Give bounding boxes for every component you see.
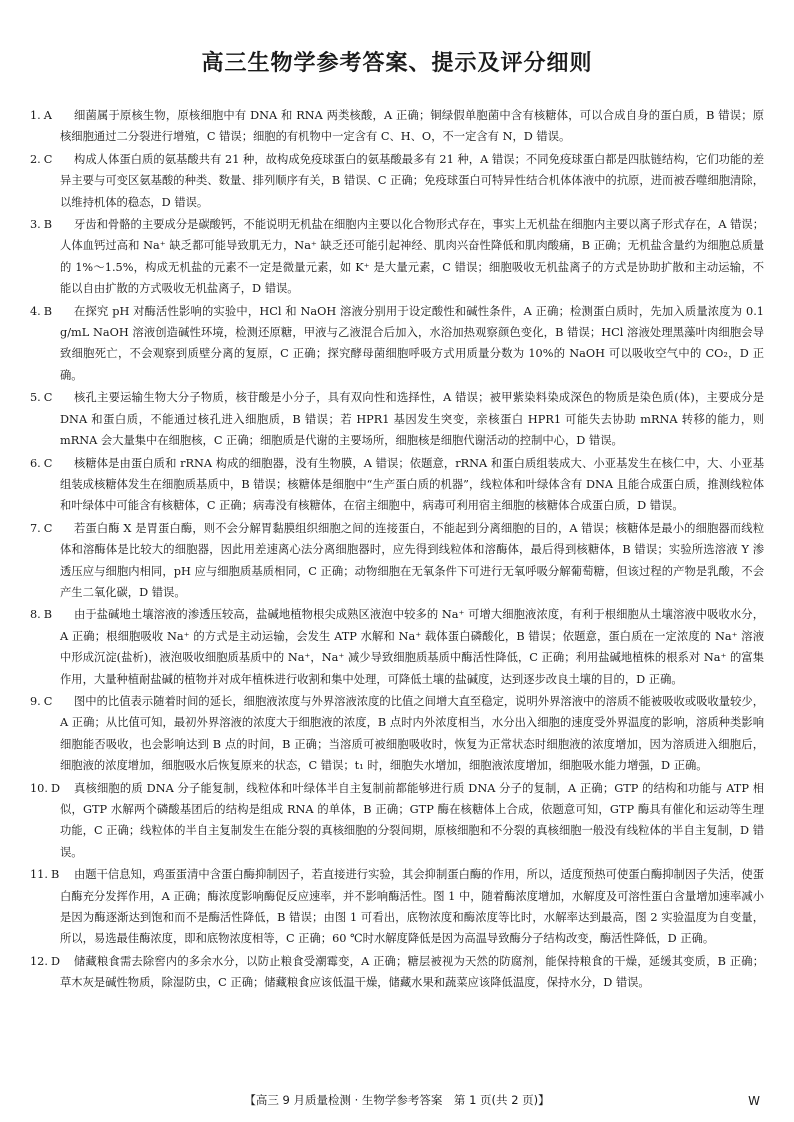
answer-letter: C: [43, 694, 53, 708]
question-number: 11.: [30, 868, 48, 882]
answer-number: [30, 301, 52, 322]
explanation-text: 由于盐碱地土壤溶液的渗透压较高，盐碱地植物根尖成熟区液泡中较多的 Na⁺ 可增大细胞液浓度，有利于根细胞从土壤溶液中吸收水分，A 正确；根细胞吸收 Na⁺ 的方式是主动运输，会发生 ATP 水解和 Na⁺ 载体蛋白磷酸化，B 错误；依题意，蛋白质在一定浓度的 Na⁺ 溶液中形成沉淀(盐析)，液泡吸收细胞质基质中的 Na⁺，Na⁺ 减少导致细胞质基质中酶活性降低，C 正确；利用盐碱地植株的根系对 Na⁺ 的富集作用，大量种植耐盐碱的植物并对成年植株进行收割和集中处理，可降低土壤的盐碱度，达到逐步改良土壤的目的，D 正确。: [60, 608, 764, 686]
answer-number: [30, 778, 60, 799]
answer-number: [30, 214, 52, 235]
answer-list: [30, 105, 764, 994]
explanation-text: 核孔主要运输生物大分子物质，核苷酸是小分子，具有双向性和选择性，A 错误；被甲紫染料染成深色的物质是染色质(体)，主要成分是 DNA 和蛋白质，不能通过核孔进入细胞质，B 错误；若 HPR1 基因发生突变，亲核蛋白 HPR1 可能失去协助 mRNA 转移的能力，则 mRNA 会大量集中在细胞核，C 正确；细胞质是代谢的主要场所，细胞核是细胞代谢活动的控制中心，D 错误。: [60, 391, 764, 448]
answer-letter: C: [43, 391, 53, 405]
explanation-text: 核糖体是由蛋白质和 rRNA 构成的细胞器，没有生物膜，A 错误；依题意，rRNA 和蛋白质组装成大、小亚基发生在核仁中，大、小亚基组装成核糖体发生在细胞质基质中，B 错误；核糖体是细胞中“生产蛋白质的机器”，线粒体和叶绿体含有 DNA 且能合成蛋白质，推测线粒体和叶绿体中可能含有核糖体，C 正确；病毒没有核糖体，在宿主细胞中，病毒可利用宿主细胞的核糖体合成蛋白质，D 错误。: [60, 456, 764, 513]
question-number: 5.: [30, 391, 41, 405]
answer-letter: C: [43, 521, 53, 535]
answer-item: [30, 453, 764, 517]
answer-item: [30, 951, 764, 994]
explanation-text: 牙齿和骨骼的主要成分是碳酸钙，不能说明无机盐在细胞内主要以化合物形式存在，事实上无机盐在细胞内主要以离子形式存在，A 错误；人体血钙过高和 Na⁺ 缺乏都可能导致肌无力，Na⁺ 缺乏还可能引起神经、肌肉兴奋性降低和肌肉酸痛，B 正确；无机盐含量约为细胞总质量的 1%～1.5%，构成无机盐的元素不一定是微量元素，如 K⁺ 是大量元素，C 错误；细胞吸收无机盐离子的方式是协助扩散和主动运输，不能以自由扩散的方式吸收无机盐离子，D 错误。: [60, 218, 764, 296]
answer-item: [30, 691, 764, 777]
explanation-text: 由题干信息知，鸡蛋蛋清中含蛋白酶抑制因子，若直接进行实验，其会抑制蛋白酶的作用，所以，适度预热可使蛋白酶抑制因子失活，使蛋白酶充分发挥作用，A 正确；酶浓度影响酶促反应速率，并不影响酶活性。图 1 中，随着酶浓度增加，水解度及可溶性蛋白含量增加速率减小是因为酶逐渐达到饱和而不是酶活性降低，B 错误；由图 1 可看出，底物浓度和酶浓度等比时，水解率达到最高，图 2 实验温度为自变量，所以，易选最佳酶浓度，即和底物浓度相等，C 正确；60 ℃时水解度降低是因为高温导致酶分子结构改变，酶活性降低，D 正确。: [60, 868, 764, 946]
explanation-text: 在探究 pH 对酶活性影响的实验中，HCl 和 NaOH 溶液分别用于设定酸性和碱性条件，A 正确；检测蛋白质时，先加入质量浓度为 0.1 g/mL NaOH 溶液创造碱性环境，检测还原糖，甲液与乙液混合后加入，水浴加热观察颜色变化，B 错误；HCl 溶液处理黑藻叶肉细胞会导致细胞死亡，不会观察到质壁分离的复原，C 正确；探究酵母菌细胞呼吸方式用质量分数为 10%的 NaOH 可以吸收空气中的 CO₂，D 正确。: [60, 304, 764, 382]
question-number: 2.: [30, 152, 41, 166]
question-number: 4.: [30, 304, 41, 318]
answer-number: [30, 951, 60, 972]
answer-letter: B: [43, 218, 53, 232]
answer-letter: D: [50, 781, 61, 795]
answer-letter: B: [43, 608, 53, 622]
answer-number: [30, 864, 59, 885]
question-number: 8.: [30, 608, 41, 622]
question-number: 6.: [30, 456, 41, 470]
answer-number: [30, 691, 52, 712]
answer-number: [30, 149, 52, 170]
answer-letter: A: [43, 109, 52, 122]
answer-item: [30, 149, 764, 213]
answer-item: [30, 778, 764, 864]
question-number: 12.: [30, 954, 48, 968]
explanation-text: 若蛋白酶 X 是胃蛋白酶，则不会分解胃黏膜组织细胞之间的连接蛋白，不能起到分离细胞的目的，A 错误；核糖体是最小的细胞器而线粒体和溶酶体是比较大的细胞器，因此用差速离心法分离细胞器时，应先得到线粒体和溶酶体，最后得到核糖体，B 错误；实验所选溶液 Y 渗透压应与细胞内相同，pH 应与细胞质基质相同，C 正确；动物细胞在无氧条件下可进行无氧呼吸分解葡萄糖，但该过程的产物是乳酸，不会产生二氧化碳，D 错误。: [60, 521, 764, 599]
answer-letter: C: [43, 152, 53, 166]
question-number: 9.: [30, 694, 41, 708]
explanation-text: 图中的比值表示随着时间的延长，细胞液浓度与外界溶液浓度的比值之间增大直至稳定，说明外界溶液中的溶质不能被吸收或吸收量较少，A 正确；从比值可知，最初外界溶液的浓度大于细胞液的浓度，B 点时内外浓度相当，水分出入细胞的速度受外界温度的影响，溶质种类影响细胞能否吸收，也会影响达到 B 点的时间，B 正确；当溶质可被细胞吸收时，恢复为正常状态时细胞液的浓度增加，因为溶质进入细胞后，细胞液的浓度增加，细胞吸水后恢复原来的状态，C 错误；t₁ 时，细胞失水增加，细胞液浓度增加，细胞吸水能力增强，D 正确。: [60, 694, 764, 773]
answer-number: [30, 105, 52, 126]
explanation-text: 构成人体蛋白质的氨基酸共有 21 种，故构成免疫球蛋白的氨基酸最多有 21 种，A 错误；不同免疫球蛋白都是四肽链结构，它们功能的差异主要与可变区氨基酸的种类、数量、排列顺序有关，B 错误、C 正确；免疫球蛋白可特异性结合机体体液中的抗原，进而被吞噬细胞清除，以维持机体的稳态，D 错误。: [60, 152, 764, 209]
question-number: 1.: [30, 109, 41, 122]
answer-letter: B: [50, 868, 60, 882]
answer-letter: C: [43, 456, 53, 470]
answer-letter: D: [50, 954, 61, 968]
answer-letter: B: [43, 304, 53, 318]
answer-item: [30, 604, 764, 690]
question-number: 7.: [30, 521, 41, 535]
explanation-text: 真核细胞的质 DNA 分子能复制，线粒体和叶绿体半自主复制前都能够进行质 DNA 分子的复制，A 正确；GTP 的结构和功能与 ATP 相似，GTP 水解两个磷酸基团后的结构是组成 RNA 的单体，B 正确；GTP 酶在核糖体上合成，依题意可知，GTP 酶具有催化和运动等生理功能，C 正确；线粒体的半自主复制发生在能分裂的真核细胞的分裂间期，原核细胞和不分裂的真核细胞一般没有线粒体的半自主复制，D 错误。: [60, 781, 764, 859]
question-number: 3.: [30, 218, 41, 232]
answer-item: [30, 518, 764, 604]
page-footer: 【高三 9 月质量检测 · 生物学参考答案 第 1 页(共 2 页)】: [244, 1093, 550, 1107]
answer-item: [30, 864, 764, 950]
answer-item: [30, 105, 764, 148]
answer-item: [30, 214, 764, 300]
explanation-text: 储藏粮食需去除窖内的多余水分，以防止粮食受潮霉变，A 正确；糖层被视为天然的防腐剂，能保持粮食的干燥，延缓其变质，B 正确；草木灰是碱性物质，除湿防虫，C 正确；储藏粮食应该低温干燥，储藏水果和蔬菜应该降低温度，保持水分，D 错误。: [60, 954, 764, 990]
answer-number: [30, 518, 52, 539]
answer-number: [30, 453, 52, 474]
answer-number: [30, 604, 52, 625]
page-code: W: [748, 1094, 760, 1108]
explanation-text: 细菌属于原核生物，原核细胞中有 DNA 和 RNA 两类核酸，A 正确；铜绿假单胞菌中含有核糖体，可以合成自身的蛋白质，B 错误；原核细胞通过二分裂进行增殖，C 错误；细胞的有机物中一定含有 C、H、O，不一定含有 N，D 错误。: [60, 109, 764, 144]
answer-number: [30, 387, 52, 408]
answer-item: [30, 387, 764, 451]
question-number: 10.: [30, 781, 48, 795]
page-title: 高三生物学参考答案、提示及评分细则: [201, 51, 593, 76]
answer-item: [30, 301, 764, 387]
